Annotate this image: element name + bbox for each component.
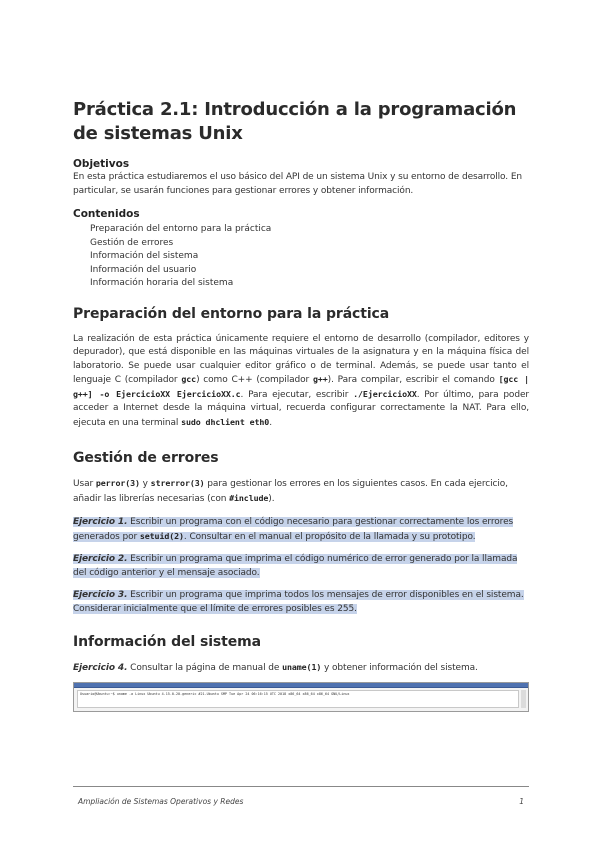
code-uname: uname(1) bbox=[282, 662, 322, 673]
page-title: Práctica 2.1: Introducción a la programación de sistemas Unix bbox=[73, 99, 517, 144]
exercise-4-label: Ejercicio 4. bbox=[73, 663, 128, 674]
toc-item: Preparación del entorno para la práctica bbox=[90, 224, 272, 234]
exercise-2: Ejercicio 2. Escribir un programa que imprima el código numérico de error generado por la llamada del código anterior y el mensaje asociado. bbox=[73, 554, 518, 578]
terminal-scrollbar bbox=[521, 690, 526, 708]
code-gcc: gcc bbox=[181, 374, 197, 385]
code-include: #include bbox=[229, 492, 269, 503]
footer-course-name: Ampliación de Sistemas Operativos y Redes bbox=[78, 797, 244, 806]
exercise-2-label: Ejercicio 2. bbox=[73, 554, 128, 565]
exercise-1-label: Ejercicio 1. bbox=[73, 517, 128, 528]
exercise-3: Ejercicio 3. Escribir un programa que imprima todos los mensajes de error disponibles en el sistema. Considerar inicialmente que el límite de errores posibles es 255. bbox=[73, 590, 524, 614]
section-heading-sistema: Información del sistema bbox=[73, 634, 261, 651]
terminal-output-line: Usuario@Ubuntu:~$ uname -a Linux Ubuntu 4.15.0-20-generic #21-Ubuntu SMP Tue Apr 24 06:16:15 UTC 2018 x86_64 x86_64 x86_64 GNU/Linux bbox=[80, 691, 350, 696]
terminal-titlebar bbox=[74, 683, 528, 688]
section-heading-errores: Gestión de errores bbox=[73, 450, 219, 467]
terminal-screenshot bbox=[73, 682, 529, 712]
code-strerror: strerror(3) bbox=[150, 478, 205, 489]
contenidos-heading: Contenidos bbox=[73, 208, 140, 220]
code-gpp: g++ bbox=[312, 374, 328, 385]
exercise-3-label: Ejercicio 3. bbox=[73, 590, 128, 601]
code-compile-command: [gcc | g++] -o EjercicioXX EjercicioXX.c bbox=[73, 374, 530, 399]
footer-divider bbox=[73, 786, 529, 787]
objetivos-heading: Objetivos bbox=[73, 158, 130, 170]
code-run-command: ./EjercicioXX bbox=[353, 388, 417, 399]
exercise-4: Ejercicio 4. Consultar la página de manual de uname(1) y obtener información del sistema. bbox=[73, 662, 478, 674]
toc-item: Información del usuario bbox=[90, 264, 197, 275]
preparacion-paragraph: La realización de esta práctica únicamente requiere el entorno de desarrollo (compilador, editores y depurador), que está disponible en las máquinas virtuales de la asignatura y en la máquina física del laboratorio. Se puede usar cualquier editor gráfico o de terminal. Además, se puede usar tanto el lenguaje C (compilador gcc) como C++ (compilador g++). Para compilar, escribir el comando [gcc | g++] -o EjercicioXX EjercicioXX.c. Para ejecutar, escribir ./EjercicioXX. Por último, para poder acceder a Internet desde la máquina virtual, recuerda configurar correctamente la NAT. Para ello, ejecuta en una terminal sudo dhclient eth0. bbox=[73, 333, 530, 428]
code-dhclient-command: sudo dhclient eth0 bbox=[181, 416, 270, 427]
terminal-body bbox=[77, 690, 519, 708]
exercise-1: Ejercicio 1. Escribir un programa con el código necesario para gestionar correctamente los errores generados por setuid(2). Consultar en el manual el propósito de la llamada y su prototipo. bbox=[73, 517, 514, 542]
toc-item: Información horaria del sistema bbox=[90, 278, 234, 289]
toc-item: Información del sistema bbox=[90, 251, 199, 262]
objetivos-text: En esta práctica estudiaremos el uso básico del API de un sistema Unix y su entorno de desarrollo. En particular, se usarán funciones para gestionar errores y obtener información. bbox=[73, 172, 523, 196]
contenidos-list bbox=[90, 223, 529, 291]
section-heading-preparacion: Preparación del entorno para la práctica bbox=[73, 305, 390, 322]
errores-intro: Usar perror(3) y strerror(3) para gestionar los errores en los siguientes casos. En cada ejercicio, añadir las librerías necesarias (con #include). bbox=[73, 478, 508, 504]
footer-page-number: 1 bbox=[519, 797, 524, 806]
page-content bbox=[73, 98, 529, 712]
toc-item: Gestión de errores bbox=[90, 237, 174, 248]
code-setuid: setuid(2) bbox=[139, 530, 184, 541]
code-perror: perror(3) bbox=[95, 478, 140, 489]
